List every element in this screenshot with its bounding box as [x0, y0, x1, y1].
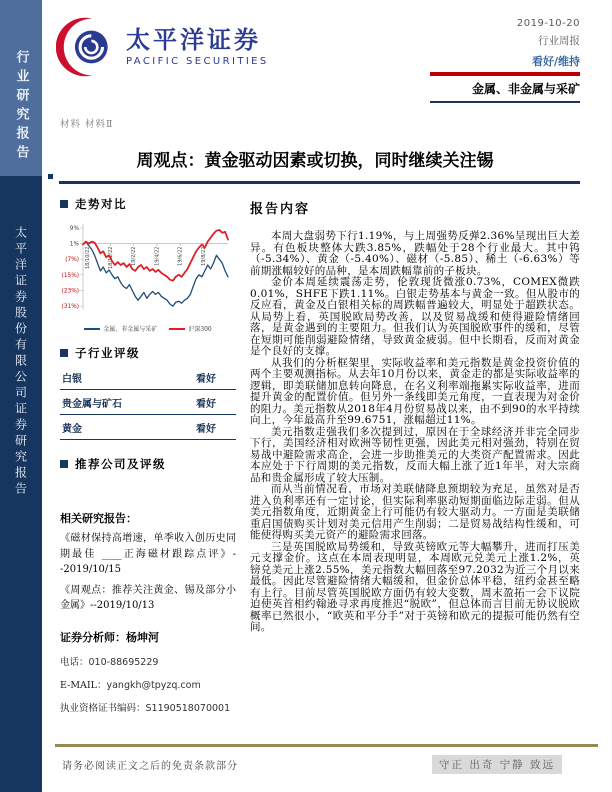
- sector-line-swatch: [84, 328, 100, 330]
- industry-rating: 看好/维持: [531, 55, 580, 68]
- left-column: [60, 196, 236, 714]
- logo-chinese-name: 太平洋证券: [126, 25, 261, 54]
- related-report-link[interactable]: 《周观点：推荐关注黄金、锡及部分小金属》--2019/10/13: [60, 584, 236, 611]
- svg-text:(31%): (31%): [61, 304, 79, 311]
- svg-text:19/8/22: 19/8/22: [200, 246, 207, 266]
- pacific-securities-logo-icon: [56, 16, 118, 78]
- license-row: [60, 700, 236, 714]
- email-row: [60, 677, 236, 691]
- sub-industry-rating: 看好: [196, 399, 216, 410]
- sub-industry-rating: 看好: [196, 374, 216, 385]
- report-paragraph: 本周大盘弱势下行1.19%，与上周强势反弹2.36%呈现出巨大差异。有色板块整体大跌3.85%，跌幅处于28个行业最大。其中钨（-5.34%）、黄金（-5.40%）、磁材（-5.85）、稀土（-6.63%）等前期涨幅较好的品种，是本周跌幅靠前的子板块。: [250, 230, 580, 277]
- company-logo: [56, 16, 269, 78]
- trend-section-header: [60, 196, 236, 212]
- logo-english-name: PACIFIC SECURITIES: [126, 55, 269, 67]
- report-paragraph: 美元指数走强我们多次提到过，原因在于全球经济并非完全同步下行，美国经济相对欧洲等韧性更强，因此美元相对强劲，特别在贸易战中避险需求高企，会进一步助推美元的大类资产配置需求。因此本应处于下行周期的美元指数，反而大幅上涨了近1年半，对大宗商品和贵金属形成了较大压制。: [250, 425, 580, 484]
- analyst-section: [60, 629, 236, 714]
- related-report-link[interactable]: 《磁材保持高增速，单季收入创历史同期最佳 ____正海磁材跟踪点评》--2019/10/15: [60, 533, 236, 575]
- sub-industry-rating: 看好: [196, 424, 216, 435]
- svg-text:1%: 1%: [69, 241, 79, 248]
- analyst-name: 杨坤河: [126, 630, 159, 644]
- svg-text:(23%): (23%): [61, 288, 79, 295]
- square-bullet-icon: [60, 460, 68, 468]
- phone-label: 电话：: [60, 656, 89, 668]
- sidebar-top-label: 行业研究报告: [13, 50, 29, 164]
- recommend-section-title: 推荐公司及评级: [75, 457, 166, 471]
- report-type: 行业周报: [538, 35, 580, 47]
- title-divider: [59, 181, 580, 184]
- trend-chart-block: [60, 220, 236, 333]
- sector-breadcrumb: 材料 材料Ⅱ: [60, 119, 114, 130]
- sub-industry-name: 贵金属与矿石: [62, 399, 122, 410]
- analyst-label: 证券分析师：: [60, 630, 126, 644]
- sub-industry-name: 白银: [62, 374, 82, 385]
- email-value[interactable]: yangkh@tpyzq.com: [106, 679, 201, 691]
- recommend-section-header: [60, 456, 236, 472]
- red-divider: [430, 72, 580, 76]
- ratings-section-title: 子行业评级: [75, 346, 140, 360]
- sidebar-bottom-band: [0, 176, 42, 792]
- index-line-swatch: [169, 328, 185, 330]
- industry-name: 金属、非金属与采矿: [430, 80, 580, 103]
- ratings-section-header: [60, 345, 236, 361]
- svg-text:18/10/22: 18/10/22: [84, 246, 91, 270]
- report-body: [250, 231, 580, 634]
- header-meta: [430, 18, 580, 103]
- report-paragraph: 三是英国脱欧局势缓和，导致英镑欧元等大幅攀升，进而打压美元支撑金价。这点在本周表现明显，本周欧元兑美元上涨1.2%，英镑兑美元上涨2.55%，美元指数大幅回落至97.2032为近三个月以来最低。因此尽管避险情绪大幅缓和，但金价总体平稳，纽约金甚至略有上行。目前尽管英国脱欧方面仍有较大变数，周末盈拓一会下议院迫使英首相约翰逊寻求再度推迟“脱欧”，但总体而言目前无协议脱欧概率已然很小，“欧英和平分手”对于英镑和欧元的提振可能仍然有空间。: [250, 540, 580, 633]
- sidebar-top-band: [0, 0, 42, 176]
- svg-text:19/6/22: 19/6/22: [177, 246, 184, 266]
- svg-text:(7%): (7%): [65, 257, 79, 264]
- license-label: 执业资格证书编码：: [60, 702, 146, 714]
- related-reports-section: [60, 510, 236, 614]
- svg-text:19/4/22: 19/4/22: [154, 246, 161, 266]
- license-value: S1190518070001: [145, 702, 231, 714]
- trend-chart: [60, 220, 232, 318]
- sidebar-bottom-label: 太平洋证券股份有限公司证券研究报告: [13, 226, 28, 498]
- square-bullet-icon: [60, 349, 68, 357]
- trend-section-title: 走势对比: [75, 197, 127, 211]
- index-line-label: 沪深300: [188, 326, 212, 333]
- report-date: 2019-10-20: [516, 18, 580, 29]
- svg-text:(15%): (15%): [61, 272, 79, 279]
- chart-legend: [60, 324, 236, 333]
- table-row: [60, 390, 236, 415]
- legend-item-sector: [84, 324, 157, 333]
- svg-text:18/12/22: 18/12/22: [108, 246, 115, 270]
- logo-text: [126, 25, 269, 67]
- report-paragraph: 从我们的分析框架里，实际收益率和美元指数是黄金投资价值的两个主要观测指标。从去年10月份以来，黄金走的都是实际收益率的逻辑，即美联储加息转向降息，在名义利率端拖累实际收益率，进而提升黄金的配置价值。但另外一条线即美元角度，一直表现为对金价的阻力。美元指数从2018年4月份贸易战以来，由不到90的水平持续向上，今年最高升至99.6751，涨幅超过11%。: [250, 356, 580, 426]
- svg-text:9%: 9%: [69, 225, 79, 232]
- footer-motto: 守正 出奇 宁静 致远: [432, 755, 562, 774]
- phone-row: [60, 654, 236, 668]
- report-paragraph: 金价本周延续震荡走势，伦敦现货微涨0.73%，COMEX微跌0.01%，SHFE下跌1.11%。白银走势基本与黄金一致。但从股市的反应看，黄金及白银相关标的周跌幅普遍较大，明显处于超跌状态。从局势上看，英国脱欧局势改善，以及贸易战缓和使得避险情绪回落，是黄金遇到的主要阻力。但我们认为英国脱欧事件的缓和，尽管在短期可能削弱避险情绪，导致黄金疲弱。但中长期看，反而对黄金是个良好的支撑。: [250, 276, 580, 357]
- footer-divider: [55, 744, 598, 747]
- table-row: [60, 415, 236, 440]
- page-title: 周观点：黄金驱动因素或切换，同时继续关注锡: [136, 151, 494, 171]
- analyst-title: [60, 629, 236, 645]
- phone-value: 010-88695229: [88, 656, 159, 668]
- content-heading: 报告内容: [250, 202, 311, 217]
- legend-item-index: [169, 324, 211, 333]
- sidebar-notch: [48, 174, 53, 179]
- square-bullet-icon: [60, 200, 68, 208]
- report-paragraph: 而从当前情况看，市场对美联储降息预期较为充足，虽然对是否进入负利率还有一定讨论，但实际利率驱动短期面临边际走弱。但从美元指数角度，近期黄金上行可能仍有较大驱动力。一方面是美联储重启国债购买计划对美元信用产生削弱；二是贸易战结构性缓和，可能使得购买美元资产的避险需求回落。: [250, 483, 580, 541]
- sub-industry-ratings: [60, 345, 236, 440]
- sector-line-label: 金属、非金属与采矿: [103, 326, 158, 333]
- related-reports-title: 相关研究报告：: [60, 512, 137, 525]
- footer-disclaimer: 请务必阅读正文之后的免责条款部分: [62, 761, 238, 772]
- email-label: E-MAIL：: [60, 679, 107, 691]
- table-row: [60, 365, 236, 390]
- svg-text:19/2/22: 19/2/22: [131, 246, 138, 266]
- report-content-column: [250, 198, 580, 634]
- recommend-section: [60, 456, 236, 472]
- sub-industry-name: 黄金: [62, 424, 82, 435]
